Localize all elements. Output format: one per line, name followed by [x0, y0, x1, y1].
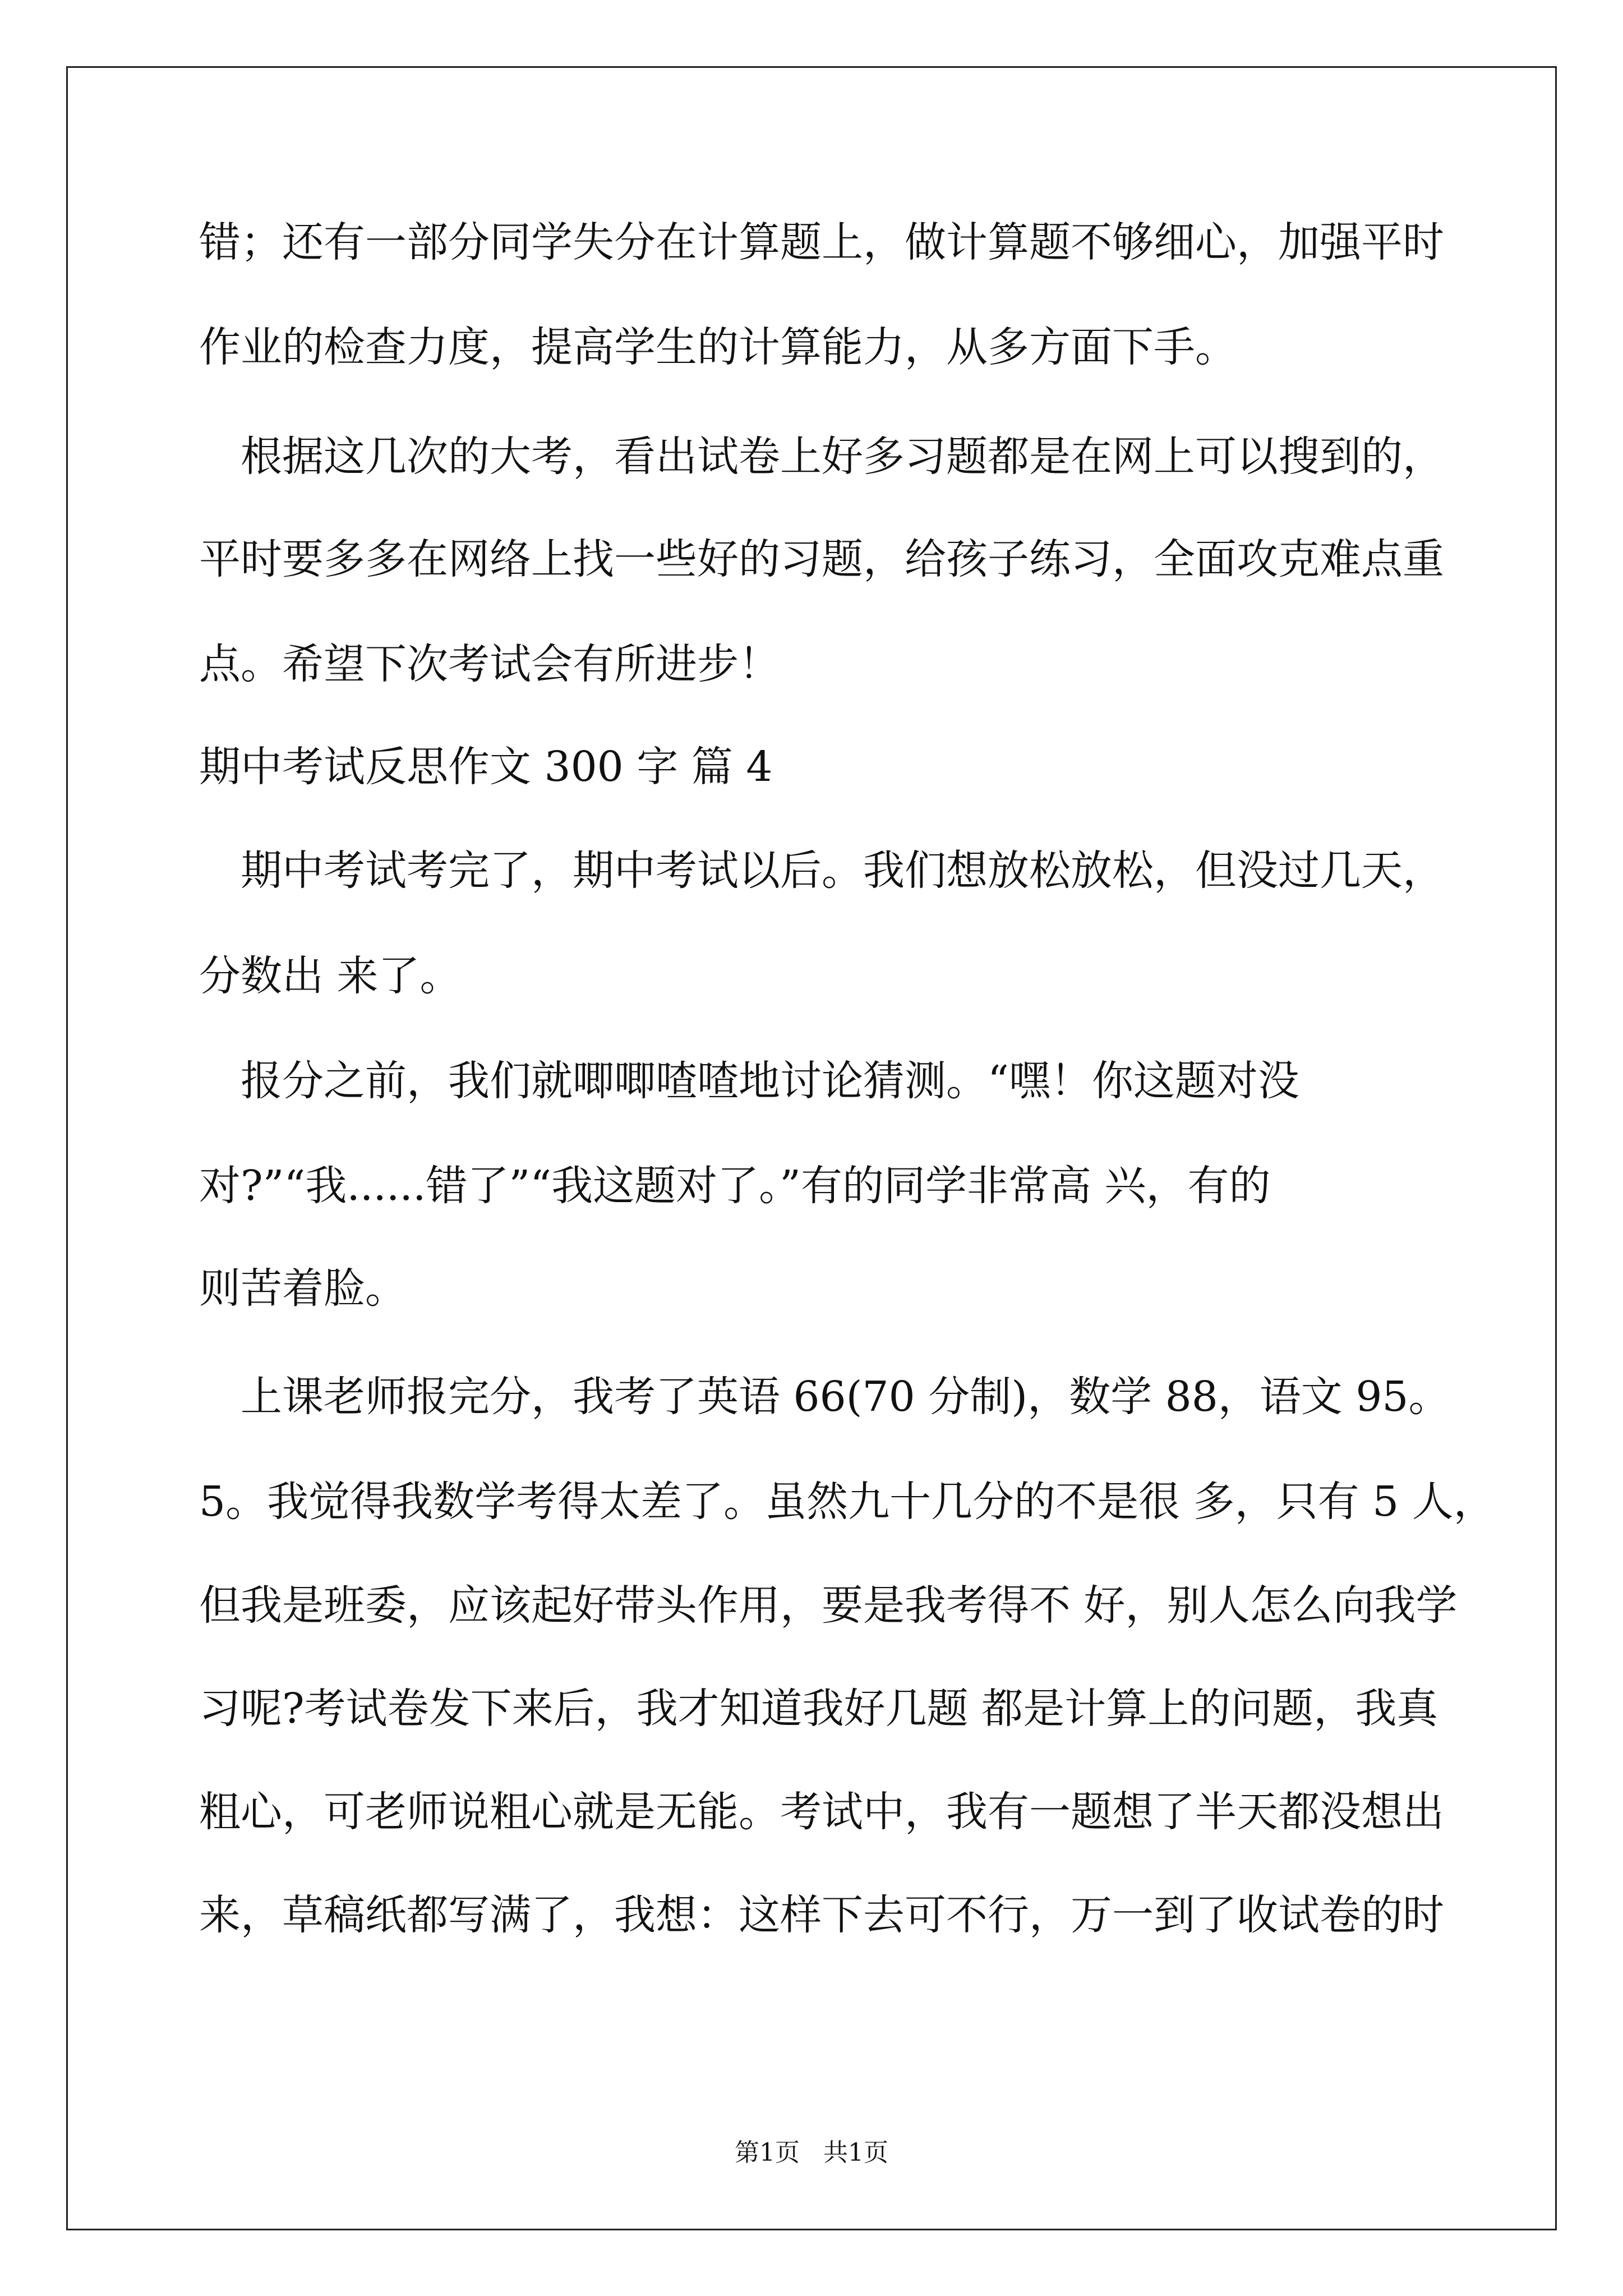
text-line: 根据这几次的大考，看出试卷上好多习题都是在网上可以搜到的，: [199, 432, 1444, 481]
text-line: 上课老师报完分，我考了英语 66(70 分制)，数学 88，语文 95。: [199, 1373, 1450, 1421]
page-number: 第1页 共1页: [735, 2138, 888, 2167]
text-line: 5。我觉得我数学考得太差了。虽然九十几分的不是很 多，只有 5 人，: [199, 1478, 1495, 1526]
text-line: 但我是班委，应该起好带头作用，要是我考得不 好，别人怎么向我学: [199, 1581, 1458, 1630]
text-line: 粗心，可老师说粗心就是无能。考试中，我有一题想了半天都没想出: [199, 1788, 1444, 1836]
text-line: 报分之前，我们就唧唧喳喳地讨论猜测。“嘿！你这题对没: [199, 1057, 1299, 1105]
text-line: 来，草稿纸都写满了，我想：这样下去可不行，万一到了收试卷的时: [199, 1891, 1444, 1939]
text-line: 作业的检查力度，提高学生的计算能力，从多方面下手。: [199, 323, 1237, 371]
text-line: 则苦着脸。: [199, 1264, 407, 1313]
text-line: 分数出 来了。: [199, 952, 462, 1000]
text-line: 平时要多多在网络上找一些好的习题，给孩子练习，全面攻克难点重: [199, 535, 1444, 583]
text-line: 点。希望下次考试会有所进步！: [199, 640, 780, 688]
text-line: 对?”“我......错了”“我这题对了。”有的同学非常高 兴，有的: [199, 1162, 1271, 1210]
section-heading: 期中考试反思作文 300 字 篇 4: [199, 743, 773, 791]
text-line: 期中考试考完了，期中考试以后。我们想放松放松，但没过几天，: [199, 846, 1444, 895]
text-line: 错；还有一部分同学失分在计算题上，做计算题不够细心，加强平时: [199, 218, 1444, 266]
text-line: 习呢?考试卷发下来后，我才知道我好几题 都是计算上的问题，我真: [199, 1685, 1438, 1733]
